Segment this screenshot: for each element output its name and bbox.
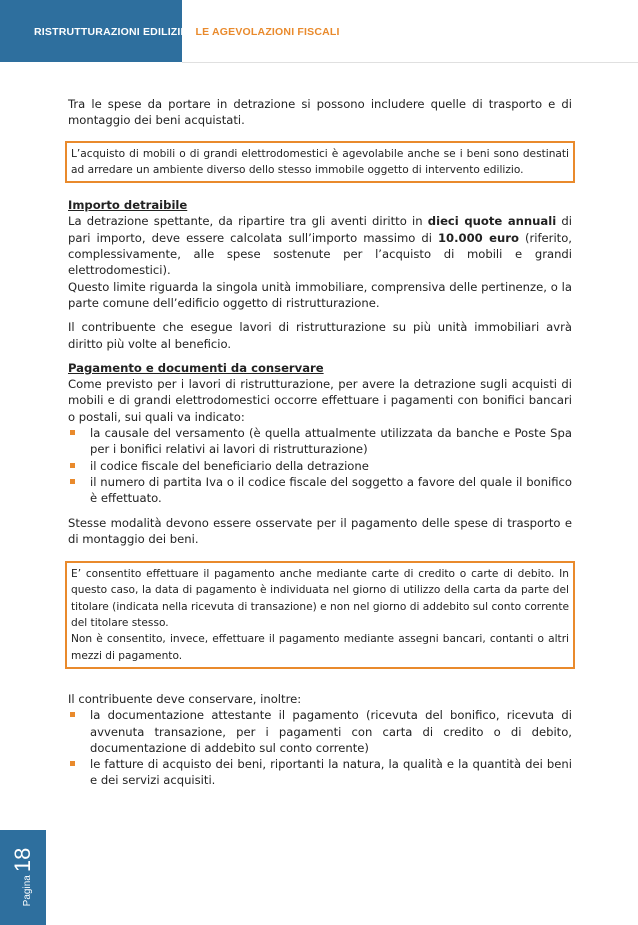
bullet-square-icon [70,430,75,435]
heading-pagamento: Pagamento e documenti da conservare [68,360,324,375]
bullet-square-icon [70,761,75,766]
page-word: Pagina [22,875,33,907]
bullet-square-icon [70,463,75,468]
page-content [68,96,572,789]
list-item: la causale del versamento (è quella attualmente utilizzata da banche e Poste Spa per i bonifici relativi ai lavori di ristrutturazione) [68,425,572,458]
page-number-label [10,848,36,907]
conservare-bullet-list [68,707,572,788]
list-item: le fatture di acquisto dei beni, riportanti la natura, la qualità e la quantità dei beni e dei servizi acquisiti. [68,756,572,789]
highlight-amount: 10.000 euro [437,230,519,245]
note-box-payment-text-2: Non è consentito, invece, effettuare il pagamento mediante assegni bancari, contanti o altri mezzi di pagamento. [71,633,569,662]
list-item: il numero di partita Iva o il codice fiscale del soggetto a favore del quale il bonifico è effettuato. [68,474,572,507]
list-item: il codice fiscale del beneficiario della detrazione [68,458,572,474]
importo-paragraph-2: Questo limite riguarda la singola unità immobiliare, comprensiva delle pertinenze, o la parte comune dell’edificio oggetto di ristrutturazione. [68,279,572,310]
importo-paragraph-3: Il contribuente che esegue lavori di ristrutturazione su più unità immobiliari avrà diritto più volte al beneficio. [68,320,572,351]
running-header [34,26,340,38]
header-title-part1: RISTRUTTURAZIONI EDILIZIE: [34,26,192,38]
note-box-payment-text-1: E’ consentito effettuare il pagamento anche mediante carte di credito o carte di debito. In questo caso, la data di pagamento è individuata nel giorno di utilizzo della carta da parte del titolare (indicata nella ricevuta di transazione) e non nel giorno di addebito sul conto corrente del titolare stesso. [71,568,569,630]
importo-paragraph-1: La detrazione spettante, da ripartire tra gli aventi diritto in dieci quote annuali di pari importo, deve essere calcolata sull’importo massimo di 10.000 euro (riferito, complessivamente, alle spese sostenute per l’acquisto di mobili e grandi elettrodomestici). [68,214,572,278]
intro-paragraph: Tra le spese da portare in detrazione si possono includere quelle di trasporto e di montaggio dei beni acquistati. [68,97,572,128]
header-rule [182,62,638,63]
highlight-quote: dieci quote annuali [427,214,557,229]
list-item: la documentazione attestante il pagamento (ricevuta del bonifico, ricevuta di avvenuta transazione, per i pagamenti con carta di credito o di debito, documentazione di addebito sul conto corrente) [68,707,572,756]
bullet-square-icon [70,479,75,484]
note-box-furniture [65,141,575,184]
note-box-payment [65,561,575,669]
conservare-paragraph: Il contribuente deve conservare, inoltre: [68,691,302,706]
page-number: 18 [10,847,35,873]
note-box-furniture-text: L’acquisto di mobili o di grandi elettrodomestici è agevolabile anche se i beni sono destinati ad arredare un ambiente diverso dello stesso immobile oggetto di intervento edilizio. [71,147,569,176]
pagamento-paragraph-1: Come previsto per i lavori di ristrutturazione, per avere la detrazione sugli acquisti di mobili e di grandi elettrodomestici occorre effettuare i pagamenti con bonifici bancari o postali, sui quali va indicato: [68,377,572,424]
bullet-square-icon [70,712,75,717]
header-title-part2: LE AGEVOLAZIONI FISCALI [195,26,340,38]
pagamento-paragraph-2: Stesse modalità devono essere osservate per il pagamento delle spese di trasporto e di montaggio dei beni. [68,515,572,546]
pagamento-bullet-list [68,425,572,506]
heading-importo: Importo detraibile [68,198,188,213]
